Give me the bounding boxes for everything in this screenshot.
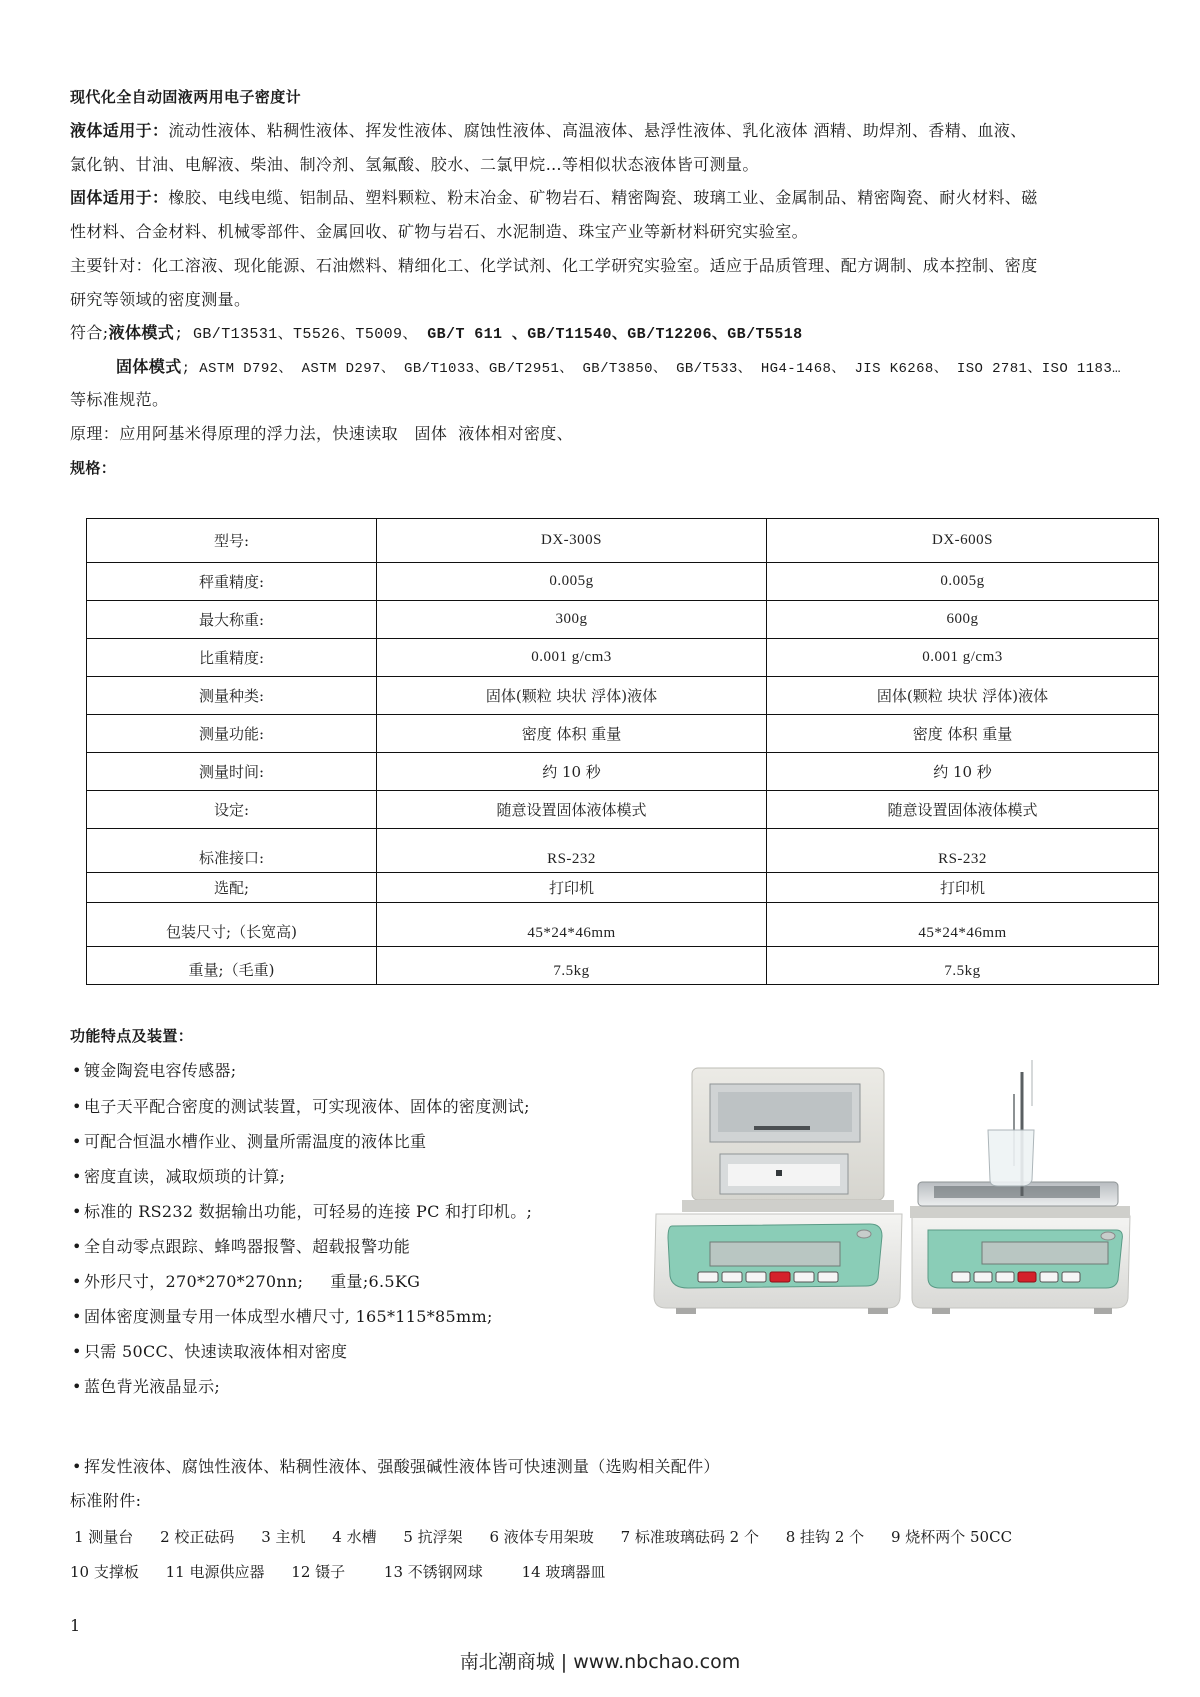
- accessory-item: 3 主机: [261, 1528, 306, 1546]
- cell-dx600s: 密度 体积 重量: [767, 715, 1159, 753]
- footer-watermark: 南北潮商城 | www.nbchao.com: [459, 1651, 741, 1673]
- features-heading: 功能特点及装置：: [70, 1027, 194, 1045]
- cell-dx300s: 随意设置固体液体模式: [377, 791, 767, 829]
- cell-dx300s: 0.001 g/cm3: [377, 639, 767, 677]
- feature-item: • 标准的 RS232 数据输出功能，可轻易的连接 PC 和打印机。;: [72, 1202, 533, 1221]
- row-label: 测量种类:: [87, 677, 377, 715]
- solid-mode-std: ; ASTM D792、 ASTM D297、 GB/T1033、GB/T2951、 GB/T3850、 GB/T533、 HG4-1468、 JIS K6268、 ISO 2781、ISO 1183…: [181, 361, 1121, 377]
- cell-dx600s: RS-232: [767, 829, 1159, 873]
- accessories-row-1: [74, 1526, 1034, 1547]
- liquid-mode-std-plain: ; GB/T13531、T5526、T5009、: [174, 326, 418, 343]
- bullet-icon: •: [72, 1061, 82, 1080]
- cell-dx300s: 0.005g: [377, 563, 767, 601]
- table-row: [87, 639, 1159, 677]
- bullet-icon: •: [72, 1237, 82, 1256]
- cell-dx300s: 300g: [377, 601, 767, 639]
- bullet-icon: •: [72, 1167, 82, 1186]
- cell-dx300s: 约 10 秒: [377, 753, 767, 791]
- solid-text-2: 性材料、合金材料、机械零部件、金属回收、矿物与岩石、水泥制造、珠宝产业等新材料研究实验室。: [70, 222, 809, 241]
- table-row: [87, 903, 1159, 947]
- feature-item: • 镀金陶瓷电容传感器;: [72, 1061, 237, 1080]
- accessory-item: 10 支撑板: [70, 1563, 139, 1581]
- principle-text: 原理：应用阿基米得原理的浮力法，快速读取 固体 液体相对密度、: [70, 424, 574, 443]
- bullet-icon: •: [72, 1097, 82, 1116]
- accessory-item: 11 电源供应器: [165, 1563, 265, 1581]
- bullet-icon: •: [72, 1457, 82, 1476]
- liquid-text-2: 氯化钠、甘油、电解液、柴油、制冷剂、氢氟酸、胶水、二氯甲烷…等相似状态液体皆可测量。: [70, 155, 759, 174]
- cell-dx600s: 固体(颗粒 块状 浮体)液体: [767, 677, 1159, 715]
- row-label: 秤重精度:: [87, 563, 377, 601]
- liquid-mode-std-bold: GB/T 611 、GB/T11540、GB/T12206、GB/T5518: [417, 326, 803, 343]
- accessory-item: 13 不锈钢网球: [383, 1563, 483, 1581]
- cell-dx300s: 密度 体积 重量: [377, 715, 767, 753]
- liquid-density-meter: [910, 1060, 1130, 1314]
- feature-item: • 可配合恒温水槽作业、测量所需温度的液体比重: [72, 1132, 427, 1151]
- solid-label: 固体适用于：: [70, 188, 169, 207]
- accessory-item: 7 标准玻璃砝码 2 个: [620, 1528, 759, 1546]
- solid-text-1: 橡胶、电线电缆、铝制品、塑料颗粒、粉末冶金、矿物岩石、精密陶瓷、玻璃工业、金属制品、精密陶瓷、耐火材料、磁: [168, 188, 1038, 207]
- bullet-icon: •: [72, 1272, 82, 1291]
- solid-mode-label: 固体模式: [116, 357, 182, 376]
- cell-dx300s: 固体(颗粒 块状 浮体)液体: [377, 677, 767, 715]
- accessories-row-2: [70, 1561, 627, 1582]
- bullet-icon: •: [72, 1202, 82, 1221]
- accessory-item: 5 抗浮架: [403, 1528, 463, 1546]
- cell-dx600s: 0.005g: [767, 563, 1159, 601]
- feature-item-extra: • 挥发性液体、腐蚀性液体、粘稠性液体、强酸强碱性液体皆可快速测量（选购相关配件）: [72, 1457, 720, 1476]
- bullet-icon: •: [72, 1342, 82, 1361]
- row-label: 设定:: [87, 791, 377, 829]
- row-label: 测量功能:: [87, 715, 377, 753]
- cell-dx600s: 600g: [767, 601, 1159, 639]
- table-row: [87, 601, 1159, 639]
- feature-item: • 蓝色背光液晶显示;: [72, 1377, 221, 1396]
- cell-dx300s: RS-232: [377, 829, 767, 873]
- row-label: 标准接口:: [87, 829, 377, 873]
- row-label: 最大称重:: [87, 601, 377, 639]
- cell-dx600s: 45*24*46mm: [767, 903, 1159, 947]
- table-row: [87, 873, 1159, 903]
- cell-dx600s: DX-600S: [767, 519, 1159, 563]
- row-label: 选配;: [87, 873, 377, 903]
- bullet-icon: •: [72, 1377, 82, 1396]
- liquid-applicability-line1: [70, 120, 1027, 142]
- feature-item: • 只需 50CC、快速读取液体相对密度: [72, 1342, 348, 1361]
- spec-table: [86, 518, 1159, 985]
- solid-mode-standards: [116, 356, 1121, 380]
- table-row: [87, 677, 1159, 715]
- row-label: 包装尺寸;（长宽高): [87, 903, 377, 947]
- cell-dx600s: 随意设置固体液体模式: [767, 791, 1159, 829]
- cell-dx300s: DX-300S: [377, 519, 767, 563]
- feature-item: • 固体密度测量专用一体成型水槽尺寸, 165*115*85mm;: [72, 1307, 493, 1326]
- liquid-mode-standards: [70, 322, 803, 346]
- row-label: 型号:: [87, 519, 377, 563]
- cell-dx600s: 0.001 g/cm3: [767, 639, 1159, 677]
- spec-heading: 规格：: [70, 459, 117, 477]
- table-row: [87, 829, 1159, 873]
- table-row: [87, 563, 1159, 601]
- standards-end: 等标准规范。: [70, 390, 169, 409]
- table-row: [87, 791, 1159, 829]
- cell-dx600s: 约 10 秒: [767, 753, 1159, 791]
- cell-dx300s: 45*24*46mm: [377, 903, 767, 947]
- feature-item: • 电子天平配合密度的测试装置，可实现液体、固体的密度测试;: [72, 1097, 530, 1116]
- table-row: [87, 715, 1159, 753]
- liquid-label: 液体适用于：: [70, 121, 169, 140]
- feature-item: • 外形尺寸，270*270*270nn; 重量;6.5KG: [72, 1272, 421, 1291]
- comply-prefix: 符合;: [70, 323, 109, 342]
- accessory-item: 1 测量台: [74, 1528, 134, 1546]
- accessory-item: 8 挂钩 2 个: [785, 1528, 865, 1546]
- product-image: [642, 1046, 1138, 1336]
- cell-dx300s: 打印机: [377, 873, 767, 903]
- accessories-heading: 标准附件:: [70, 1491, 142, 1510]
- solid-applicability-line1: [70, 187, 1038, 209]
- target-text-2: 研究等领域的密度测量。: [70, 290, 251, 309]
- document-title: 现代化全自动固液两用电子密度计: [70, 88, 302, 106]
- liquid-mode-label: 液体模式: [108, 323, 175, 342]
- accessory-item: 12 镊子: [291, 1563, 346, 1581]
- cell-dx300s: 7.5kg: [377, 947, 767, 985]
- table-row: [87, 947, 1159, 985]
- cell-dx600s: 打印机: [767, 873, 1159, 903]
- accessory-item: 2 校正砝码: [160, 1528, 235, 1546]
- accessory-item: 14 玻璃器皿: [521, 1563, 606, 1581]
- accessory-item: 4 水槽: [332, 1528, 377, 1546]
- bullet-icon: •: [72, 1132, 82, 1151]
- table-row: [87, 519, 1159, 563]
- bullet-icon: •: [72, 1307, 82, 1326]
- cell-dx600s: 7.5kg: [767, 947, 1159, 985]
- feature-item: • 全自动零点跟踪、蜂鸣器报警、超载报警功能: [72, 1237, 411, 1256]
- feature-item: • 密度直读，减取烦琐的计算;: [72, 1167, 286, 1186]
- row-label: 重量;（毛重): [87, 947, 377, 985]
- table-row: [87, 753, 1159, 791]
- target-text-1: 主要针对：化工溶液、现化能源、石油燃料、精细化工、化学试剂、化工学研究实验室。适应于品质管理、配方调制、成本控制、密度: [70, 256, 1038, 275]
- liquid-text-1: 流动性液体、粘稠性液体、挥发性液体、腐蚀性液体、高温液体、悬浮性液体、乳化液体 酒精、助焊剂、香精、血液、: [168, 121, 1027, 140]
- row-label: 比重精度:: [87, 639, 377, 677]
- row-label: 测量时间:: [87, 753, 377, 791]
- page-number: 1: [70, 1616, 81, 1635]
- accessory-item: 6 液体专用架玻: [489, 1528, 594, 1546]
- solid-density-meter: [654, 1068, 902, 1314]
- accessory-item: 9 烧杯两个 50CC: [890, 1528, 1013, 1546]
